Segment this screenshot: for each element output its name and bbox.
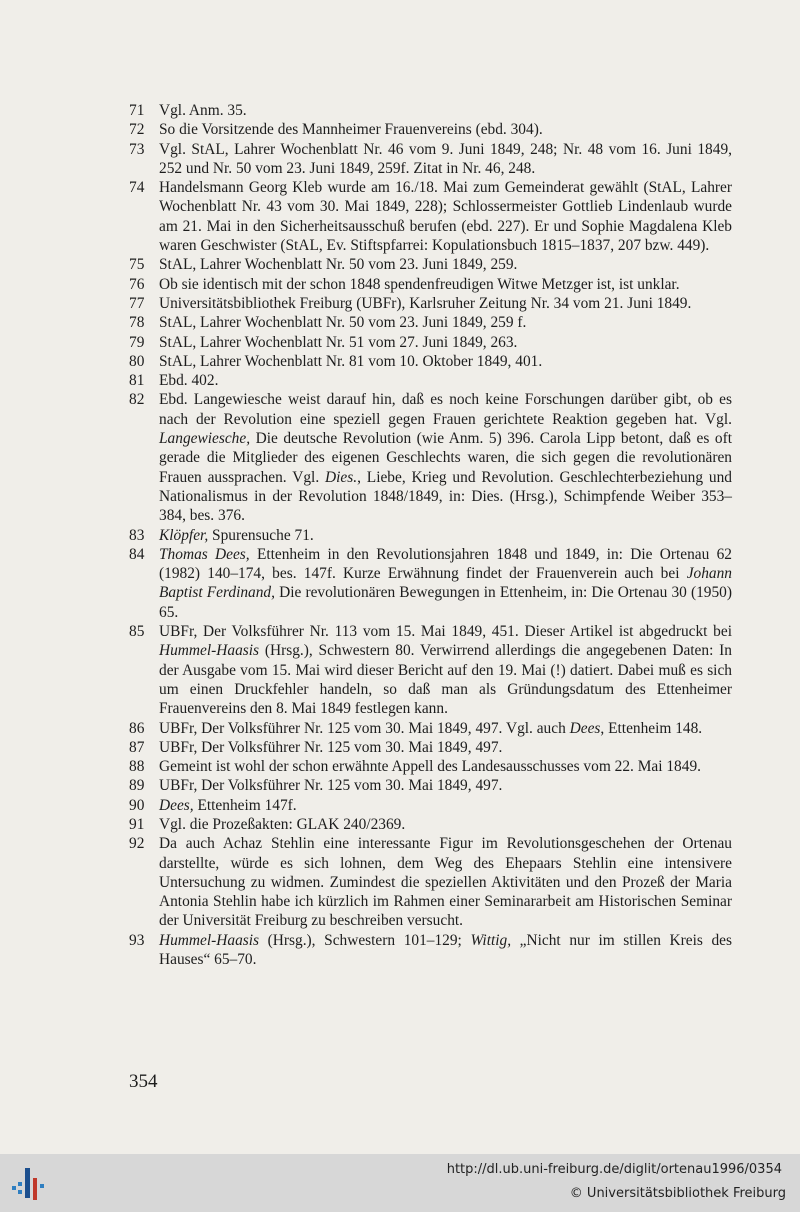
footnote-item — [129, 815, 732, 834]
footnote-item — [129, 140, 732, 179]
footnote-number: 76 — [129, 275, 145, 293]
footnote-text — [159, 371, 732, 390]
footnote-text — [159, 622, 732, 718]
footnote-author-italic: Langewiesche, — [159, 430, 251, 448]
footnote-item — [129, 622, 732, 718]
footnote-text — [159, 294, 732, 313]
footnote-text-run: StAL, Lahrer Wochenblatt Nr. 51 vom 27. Juni 1849, 263. — [159, 333, 518, 351]
copyright-notice: © Universitätsbibliothek Freiburg — [569, 1186, 786, 1201]
footnote-text — [159, 719, 732, 738]
footnote-item — [129, 390, 732, 525]
footnote-number: 92 — [129, 835, 145, 853]
footnote-text — [159, 101, 732, 120]
footnote-author-italic: Dees — [569, 719, 601, 737]
footnote-number: 89 — [129, 777, 145, 795]
footnote-number: 78 — [129, 314, 145, 332]
library-logo-icon — [12, 1164, 48, 1202]
footnote-number: 72 — [129, 121, 145, 139]
footnote-text-run: UBFr, Der Volksführer Nr. 125 vom 30. Mai 1849, 497. Vgl. auch — [159, 719, 570, 737]
footnote-text-run: , Ettenheim 148. — [600, 719, 703, 737]
footnote-item — [129, 931, 732, 970]
footnote-text — [159, 796, 732, 815]
footnote-number: 91 — [129, 815, 145, 833]
footnote-text-run: StAL, Lahrer Wochenblatt Nr. 81 vom 10. Oktober 1849, 401. — [159, 352, 543, 370]
footnote-text-run: Die revolutionären Bewegungen in Ettenheim, in: Die Ortenau 30 (1950) 65. — [159, 584, 732, 621]
footnote-text — [159, 178, 732, 255]
footnote-number: 86 — [129, 719, 145, 737]
footnote-item — [129, 738, 732, 757]
page-number: 354 — [129, 1071, 158, 1092]
footnote-text — [159, 333, 732, 352]
footnote-item — [129, 545, 732, 622]
footnote-text-run: Ebd. Langewiesche weist darauf hin, daß es noch keine Forschungen darüber gibt, ob es nach der Revolution eine speziell gegen Frauen gerichtete Reaktion gegeben hat. Vgl. — [159, 391, 732, 428]
footnote-item — [129, 371, 732, 390]
footnote-text-run: Gemeint ist wohl der schon erwähnte Appell des Landesausschusses vom 22. Mai 1849. — [159, 758, 701, 776]
footnote-number: 87 — [129, 738, 145, 756]
footnote-number: 75 — [129, 256, 145, 274]
footnote-item — [129, 352, 732, 371]
footnote-number: 77 — [129, 294, 145, 312]
footnote-text-run: StAL, Lahrer Wochenblatt Nr. 50 vom 23. Juni 1849, 259 f. — [159, 314, 527, 332]
footnote-text-run: Ob sie identisch mit der schon 1848 spendenfreudigen Witwe Metzger ist, ist unklar. — [159, 275, 680, 293]
footnote-text — [159, 313, 732, 332]
footnote-text-run: Die deutsche Revolution (wie Anm. 5) 396. Carola Lipp betont, daß es oft gerade die Mitglieder des eigenen Geschlechts waren, die sich gegen die revolutionären Frauen aussprachen. Vgl. — [159, 430, 732, 486]
footnote-text — [159, 120, 732, 139]
footnotes-list — [129, 101, 732, 969]
footnote-text-run: UBFr, Der Volksführer Nr. 125 vom 30. Mai 1849, 497. — [159, 738, 503, 756]
footnote-text-run: Universitätsbibliothek Freiburg (UBFr), Karlsruher Zeitung Nr. 34 vom 21. Juni 1849. — [159, 294, 692, 312]
footnote-author-italic: Hummel-Haasis — [159, 931, 260, 949]
footnote-item — [129, 526, 732, 545]
footnote-number: 79 — [129, 333, 145, 351]
footnote-number: 93 — [129, 931, 145, 949]
footnote-text-run: (Hrsg.), Schwestern 101–129; — [259, 931, 471, 949]
footnote-text — [159, 738, 732, 757]
footnote-text-run: Spurensuche 71. — [208, 526, 314, 544]
footnote-number: 74 — [129, 179, 145, 197]
footnote-text-run: StAL, Lahrer Wochenblatt Nr. 50 vom 23. Juni 1849, 259. — [159, 256, 518, 274]
footnote-text-run: , Liebe, Krieg und Revolution. Geschlechterbeziehung und Nationalismus in der Revolution 1848/1849, in: Dies. (Hrsg.), Schimpfende Weiber 353–384, bes. 376. — [159, 468, 732, 525]
footnote-number: 73 — [129, 140, 145, 158]
footnote-text — [159, 834, 732, 930]
footnote-text-run: UBFr, Der Volksführer Nr. 113 vom 15. Mai 1849, 451. Dieser Artikel ist abgedruckt bei — [159, 623, 732, 641]
footnote-item — [129, 719, 732, 738]
footnote-author-italic: Dees, — [159, 796, 194, 814]
footnote-text-run: Ettenheim 147f. — [193, 796, 297, 814]
footnote-text-run: Vgl. Anm. 35. — [159, 102, 247, 119]
footnote-item — [129, 255, 732, 274]
footnote-number: 88 — [129, 758, 145, 776]
footnote-text — [159, 140, 732, 179]
footnote-number: 84 — [129, 545, 145, 563]
footnote-number: 83 — [129, 526, 145, 544]
footnote-item — [129, 120, 732, 139]
footnote-text — [159, 275, 732, 294]
footnote-text-run: Vgl. die Prozeßakten: GLAK 240/2369. — [159, 815, 406, 833]
permalink-url[interactable]: http://dl.ub.uni-freiburg.de/diglit/ortenau1996/0354 — [446, 1162, 782, 1177]
footnote-number: 71 — [129, 102, 145, 119]
footnote-author-italic: Hummel-Haasis — [159, 642, 260, 660]
footnote-item — [129, 275, 732, 294]
viewer-footer — [0, 1154, 800, 1212]
footnote-item — [129, 313, 732, 332]
footnote-text — [159, 776, 732, 795]
footnote-text — [159, 931, 732, 970]
footnote-author-italic: Dies. — [325, 468, 358, 486]
footnote-text — [159, 526, 732, 545]
footnote-author-italic: Thomas Dees, — [159, 545, 250, 563]
footnote-item — [129, 333, 732, 352]
footnote-number: 80 — [129, 352, 145, 370]
footnote-number: 85 — [129, 623, 145, 641]
footnote-text-run: Ebd. 402. — [159, 372, 219, 390]
footnote-text — [159, 757, 732, 776]
footnote-item — [129, 757, 732, 776]
footnote-text — [159, 815, 732, 834]
footnote-text-run: Ettenheim in den Revolutionsjahren 1848 und 1849, in: Die Ortenau 62 (1982) 140–174, bes. 147f. Kurze Erwähnung findet der Frauenverein auch bei — [159, 545, 732, 583]
footnote-text-run: Da auch Achaz Stehlin eine interessante Figur im Revolutionsgeschehen der Ortenau darstellte, würde es sich lohnen, dem Weg des Ehepaars Stehlin eine intensivere Untersuchung zu widmen. Zumindest die speziellen Aktivitäten und den Prozeß der Maria Antonia Stehlin habe ich kürzlich im Rahmen einer Seminararbeit am Historischen Seminar der Universität Freiburg zu beschreiben versucht. — [159, 835, 732, 930]
footnote-text-run: Handelsmann Georg Kleb wurde am 16./18. Mai zum Gemeinderat gewählt (StAL, Lahrer Wochenblatt Nr. 43 vom 30. Mai 1849, 228); Schlossermeister Gottlieb Lindenlaub wurde am 21. Mai in den Sicherheitsausschuß berufen (ebd. 227). Er und Sophie Magdalena Kleb waren Geschwister (StAL, Ev. Stiftspfarrei: Kopulationsbuch 1815–1837, 207 bzw. 449). — [159, 179, 732, 255]
footnote-text — [159, 255, 732, 274]
footnote-text-run: So die Vorsitzende des Mannheimer Frauenvereins (ebd. 304). — [159, 121, 543, 139]
footnote-number: 82 — [129, 391, 145, 409]
footnote-item — [129, 776, 732, 795]
footnote-number: 81 — [129, 372, 145, 390]
footnote-text-run: UBFr, Der Volksführer Nr. 125 vom 30. Mai 1849, 497. — [159, 777, 503, 795]
footnote-author-italic: Klöpfer, — [159, 526, 209, 544]
footnote-author-italic: Wittig, — [470, 931, 512, 949]
footnote-item — [129, 796, 732, 815]
footnote-item — [129, 294, 732, 313]
footnote-number: 90 — [129, 796, 145, 814]
footnote-text-run: (Hrsg.), Schwestern 80. Verwirrend allerdings die angegebenen Daten: In der Ausgabe vom 15. Mai wird dieser Bericht auf den 19. Mai (!) datiert. Dabei muß es sich um einen Druckfehler handeln, so daß man als Gründungsdatum des Ettenheimer Frauenvereins den 8. Mai 1849 festlegen kann. — [159, 642, 732, 718]
footnote-text-run: „Nicht nur im stillen Kreis des Hauses“ 65–70. — [159, 931, 732, 969]
footnote-item — [129, 178, 732, 255]
footnote-text — [159, 545, 732, 622]
footnote-item — [129, 834, 732, 930]
footnote-text — [159, 390, 732, 525]
footnote-text — [159, 352, 732, 371]
footnote-text-run: Vgl. StAL, Lahrer Wochenblatt Nr. 46 vom 9. Juni 1849, 248; Nr. 48 vom 16. Juni 1849, 252 und Nr. 50 vom 23. Juni 1849, 259f. Zitat in Nr. 46, 248. — [159, 140, 732, 177]
footnote-item — [129, 101, 732, 120]
footnote-author-italic: Johann Baptist Ferdinand, — [159, 565, 732, 602]
